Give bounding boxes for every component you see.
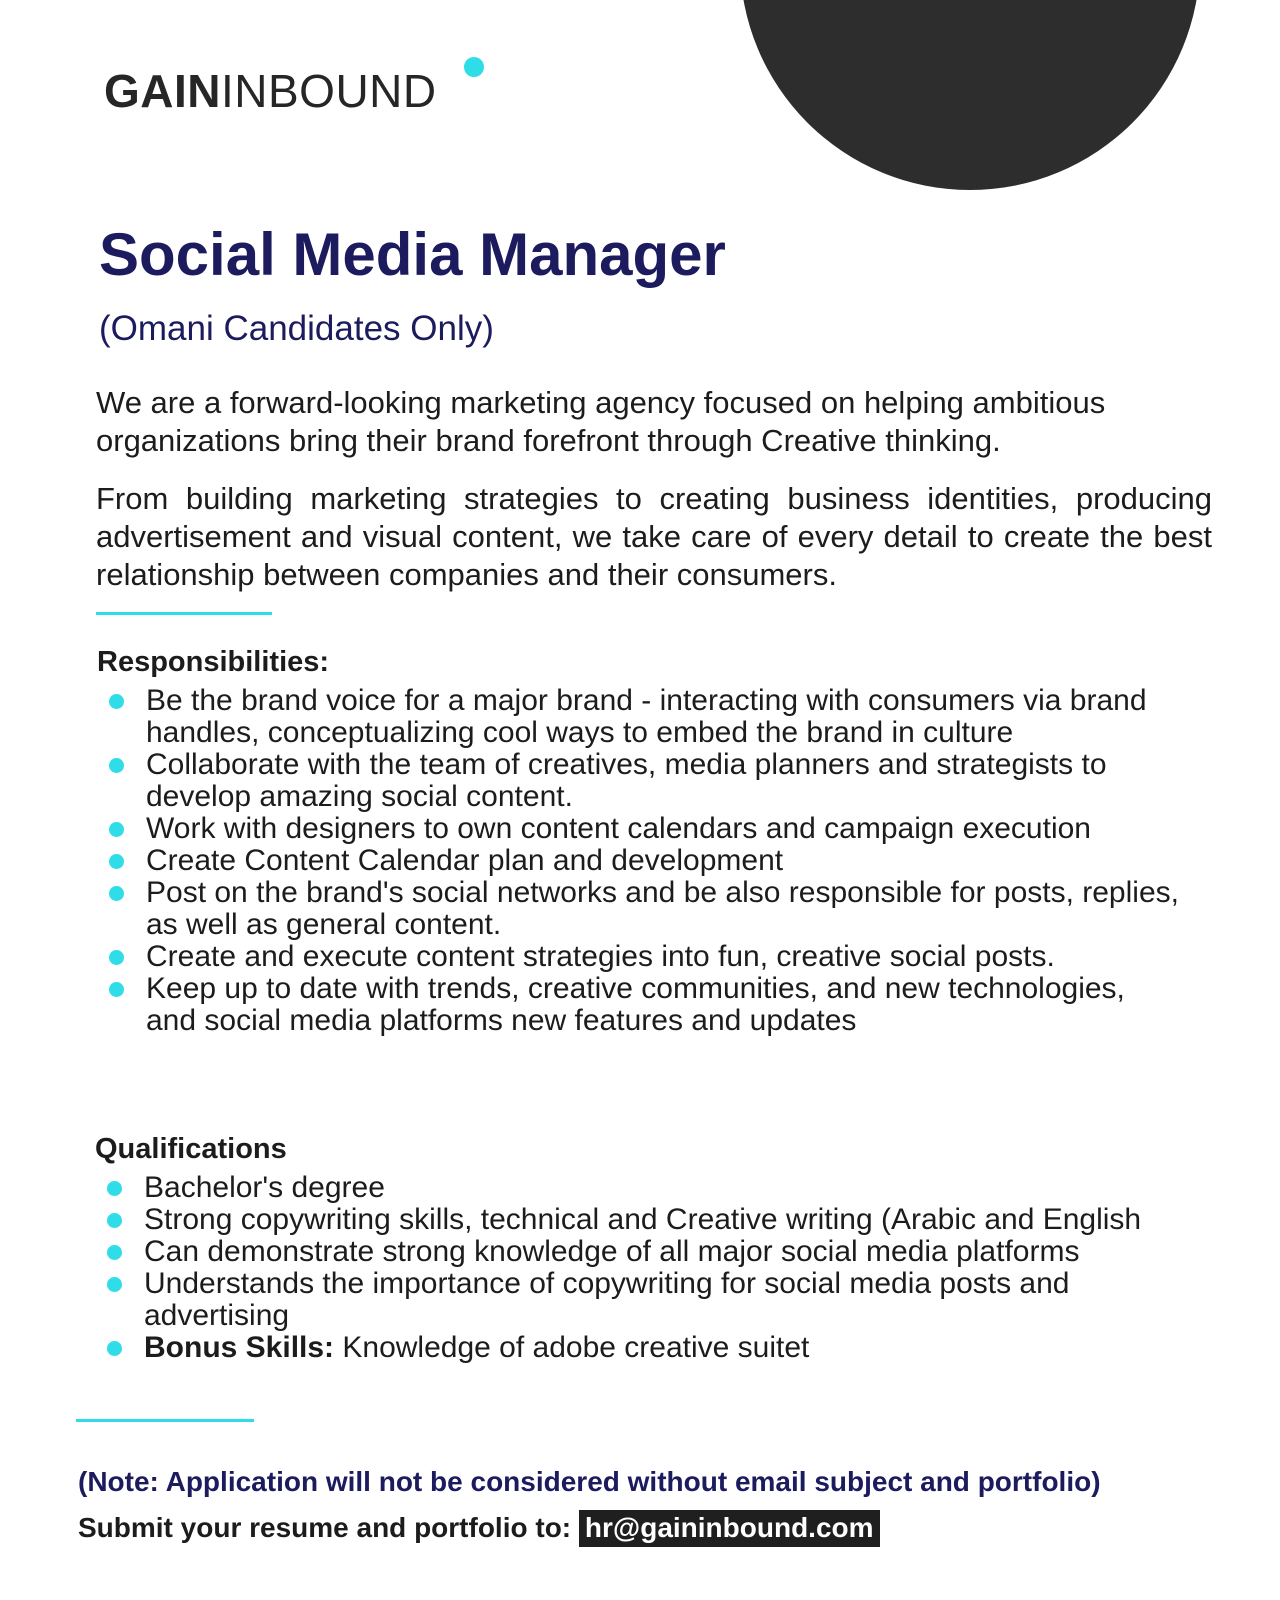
list-item: Can demonstrate strong knowledge of all major social media platforms: [98, 1236, 1208, 1268]
logo-light: INBOUND: [221, 65, 437, 117]
list-item: Strong copywriting skills, technical and Creative writing (Arabic and English: [98, 1204, 1208, 1236]
list-item: Be the brand voice for a major brand - interacting with consumers via brand handles, conceptualizing cool ways to embed the brand in culture: [100, 685, 1180, 749]
intro-paragraph-2: From building marketing strategies to creating business identities, producing advertisement and visual content, we take care of every detail to create the best relationship between companies and their consumers.: [96, 481, 1212, 592]
list-item: Post on the brand's social networks and be also responsible for posts, replies, as well as general content.: [100, 877, 1180, 941]
intro-paragraph-1: We are a forward-looking marketing agency focused on helping ambitious organizations bring their brand forefront through Creative thinking.: [96, 385, 1106, 458]
logo: [104, 65, 437, 117]
logo-bold: GAIN: [104, 65, 221, 117]
logo-dot: [464, 57, 484, 77]
list-item-bonus: [98, 1332, 1208, 1364]
responsibilities-list: [100, 685, 1180, 1037]
responsibilities-heading: Responsibilities:: [97, 646, 330, 678]
bonus-text: Knowledge of adobe creative suitet: [334, 1331, 810, 1364]
qualifications-list: [98, 1172, 1208, 1364]
email-address[interactable]: hr@gaininbound.com: [579, 1510, 880, 1547]
job-subtitle: (Omani Candidates Only): [99, 309, 494, 348]
list-item: Keep up to date with trends, creative communities, and new technologies, and social media platforms new features and updates: [100, 973, 1180, 1037]
job-title: Social Media Manager: [99, 221, 726, 288]
divider-2: [76, 1419, 254, 1422]
submit-label: Submit your resume and portfolio to:: [78, 1512, 579, 1543]
list-item: Create and execute content strategies into fun, creative social posts.: [100, 941, 1180, 973]
qualifications-heading: Qualifications: [95, 1133, 287, 1165]
decorative-circle: [740, 0, 1200, 190]
application-note: (Note: Application will not be considered without email subject and portfolio): [78, 1466, 1101, 1497]
bonus-label: Bonus Skills:: [144, 1331, 335, 1364]
list-item: Work with designers to own content calendars and campaign execution: [100, 813, 1180, 845]
list-item: Understands the importance of copywriting for social media posts and advertising: [98, 1268, 1208, 1332]
list-item: Create Content Calendar plan and development: [100, 845, 1180, 877]
list-item: Bachelor's degree: [98, 1172, 1208, 1204]
list-item: Collaborate with the team of creatives, media planners and strategists to develop amazing social content.: [100, 749, 1180, 813]
divider-1: [96, 612, 272, 615]
submit-line: [78, 1512, 880, 1544]
